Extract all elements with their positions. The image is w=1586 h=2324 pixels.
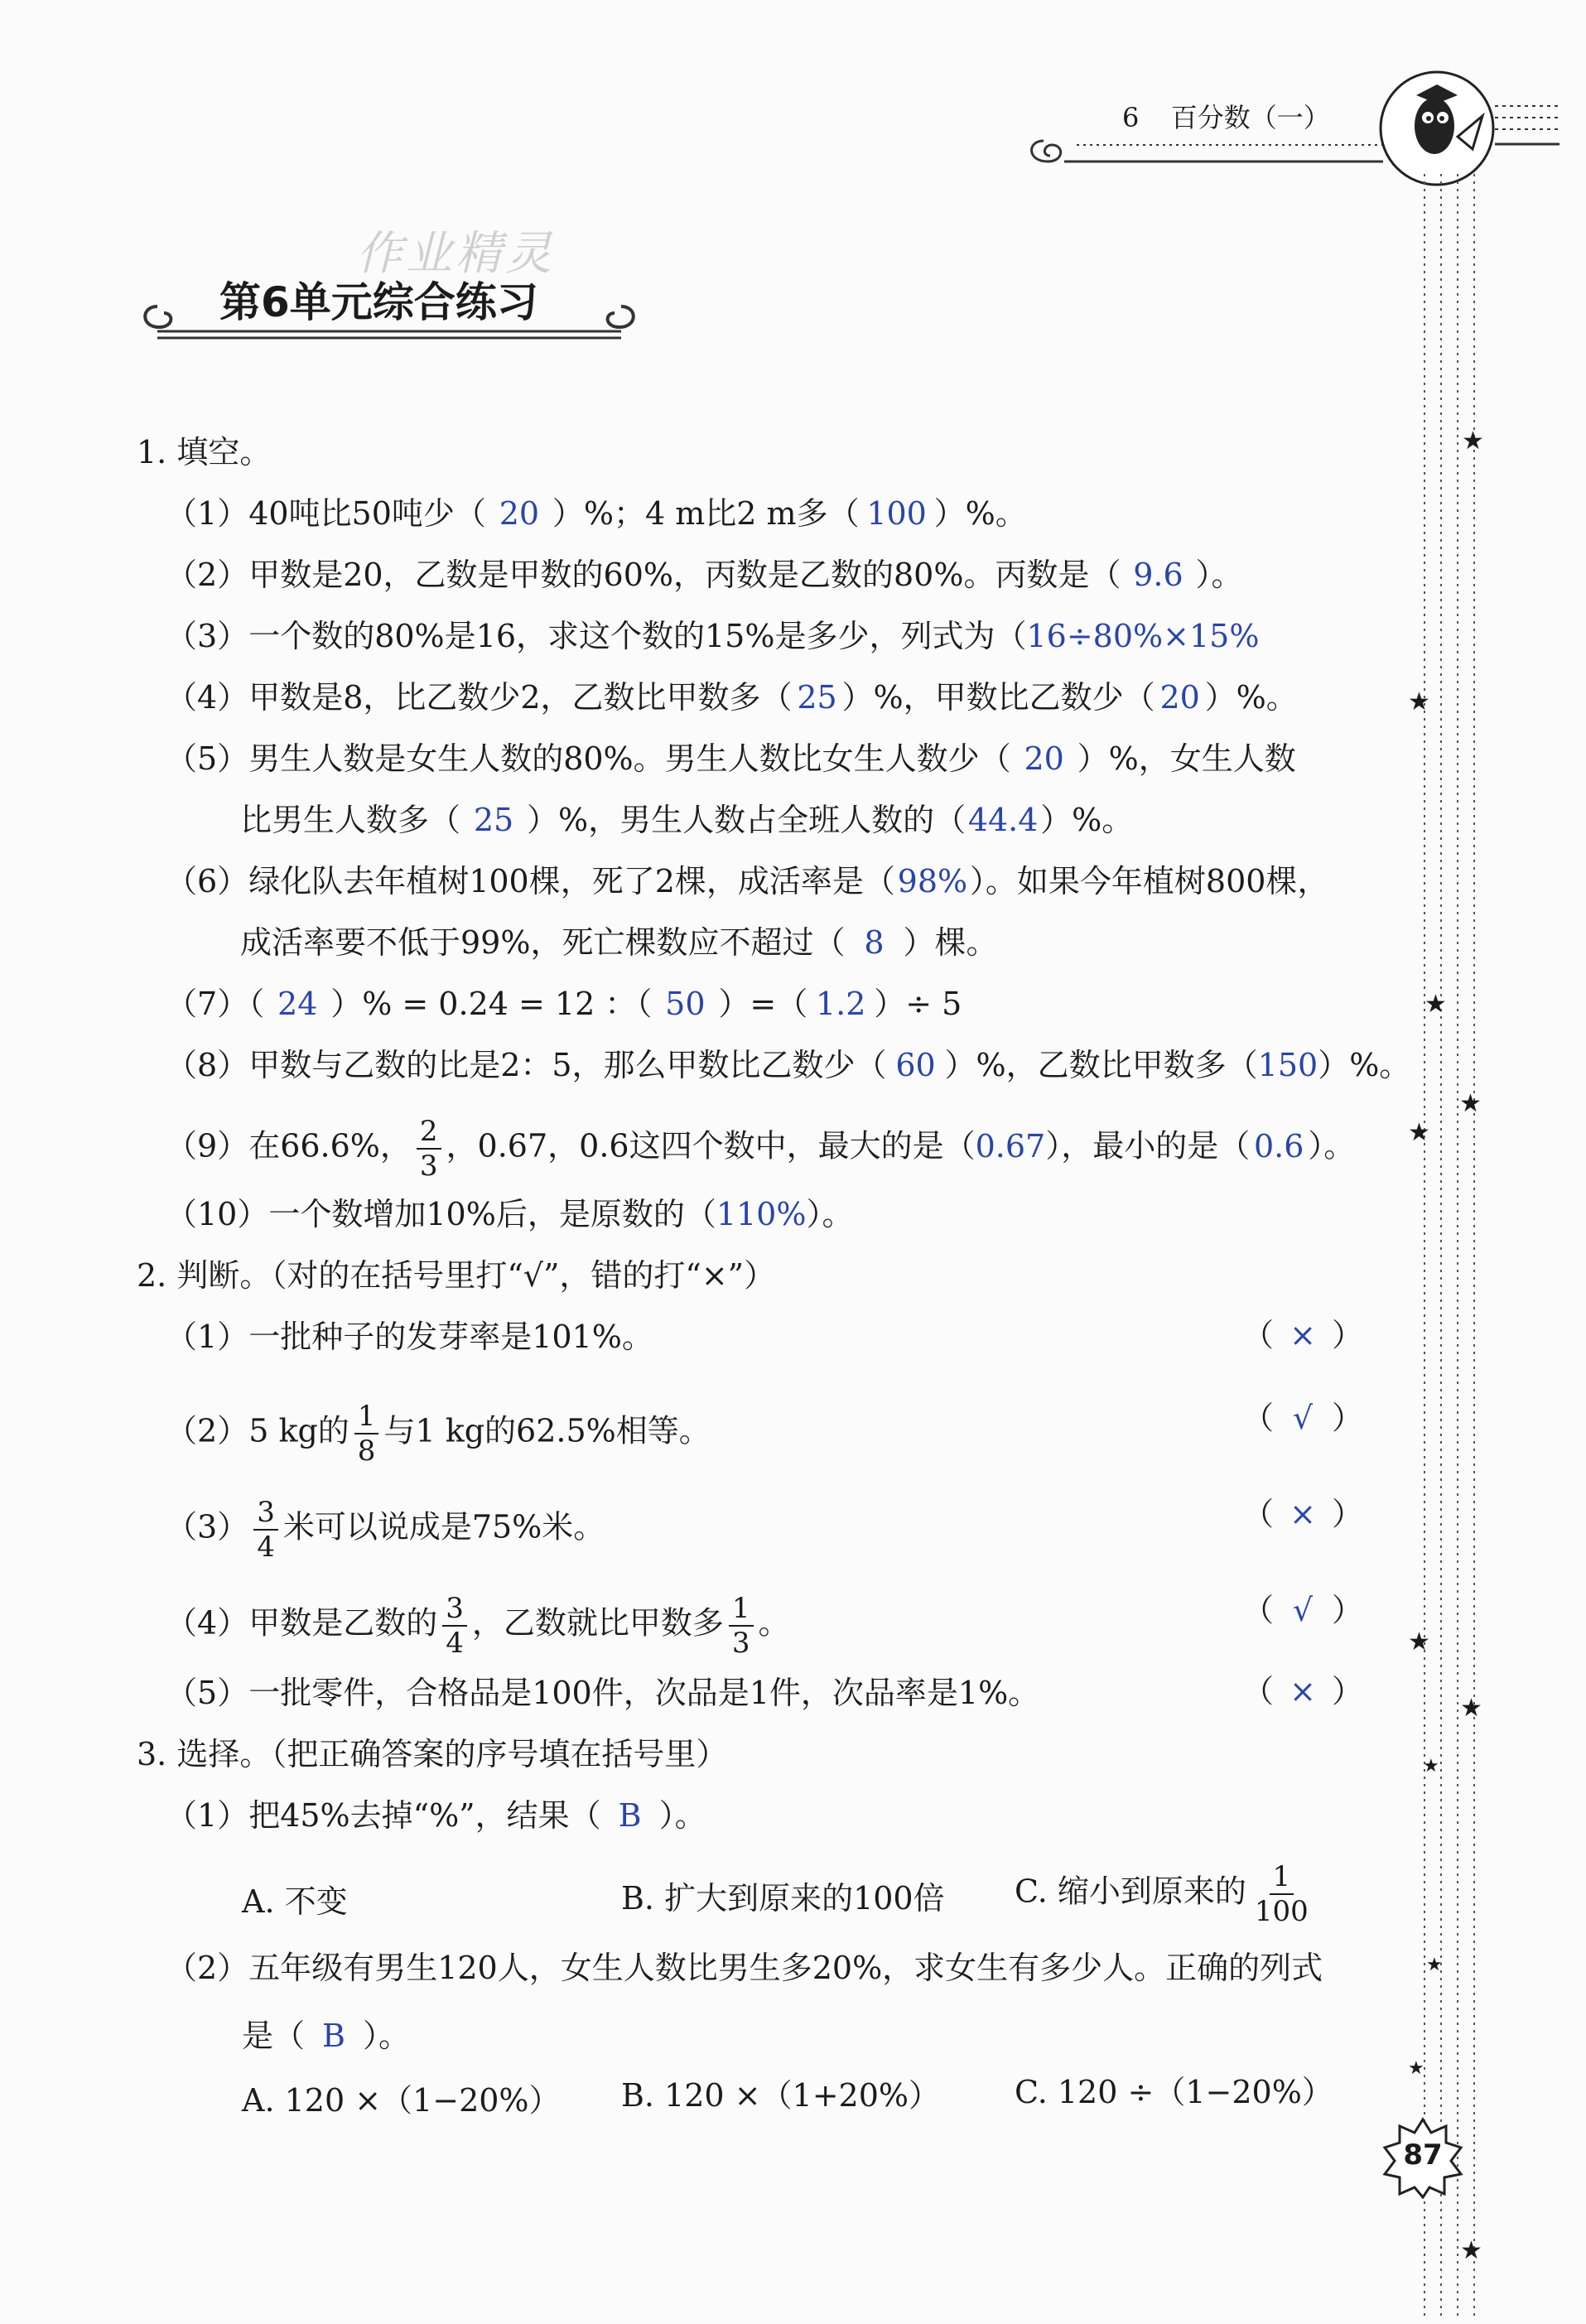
q1-heading: 1. 填空。 — [137, 434, 272, 470]
q2-heading: 2. 判断。（对的在括号里打“√”，错的打“×”） — [137, 1257, 776, 1294]
answer: 100 — [866, 495, 927, 532]
answer: 24 — [277, 986, 318, 1022]
answer: B — [322, 2018, 345, 2054]
q1-item-5: （5）男生人数是女生人数的80%。男生人数比女生人数少（ 20 ）%，女生人数 — [166, 740, 1296, 777]
header-dash-lines — [1495, 99, 1561, 166]
q1-item-9: （9）在66.6%， $\frac{2}{3}$ ，0.67，0.6这四个数中，最大的是（0.67），最小的是（ 0.6 ）。 — [166, 1115, 1356, 1183]
answer: 0.6 — [1254, 1127, 1304, 1164]
fraction: $\frac{3}{4}$ — [253, 1496, 278, 1564]
q1-item-8: （8）甲数与乙数的比是2：5，那么甲数比乙数少（ 60 ）%，乙数比甲数多（150）%。 — [166, 1047, 1411, 1083]
q2-answer-5: （ × ） — [1242, 1673, 1364, 1709]
watermark: 作业精灵 — [356, 227, 555, 281]
star-icon: ★ — [1408, 687, 1430, 716]
answer: 98% — [897, 863, 968, 899]
chapter-number: 6 — [1122, 102, 1140, 133]
star-icon: ★ — [1462, 427, 1484, 456]
q3-item-1-option-c: C. 缩小到原来的 $\frac{1}{100}$ — [1015, 1860, 1317, 1928]
q2-item-1: （1）一批种子的发芽率是101%。 — [166, 1319, 653, 1355]
answer: 8 — [864, 924, 885, 961]
star-icon: ★ — [1408, 2058, 1425, 2079]
answer: 1.2 — [815, 986, 866, 1022]
answer: 20 — [499, 495, 540, 532]
q2-item-3: （3） $\frac{3}{4}$ 米可以说成是75%米。 — [166, 1496, 605, 1564]
answer: 9.6 — [1133, 557, 1183, 593]
answer: 44.4 — [967, 802, 1039, 838]
q3-item-2-option-a: A. 120 ×（1−20%） — [242, 2082, 561, 2119]
q3-item-2-line2: 是（ B ）。 — [242, 2018, 411, 2054]
q2-answer-4: （ √ ） — [1242, 1592, 1364, 1628]
answer: 150 — [1257, 1047, 1318, 1083]
chapter-header — [1122, 101, 1330, 134]
q3-item-2-option-c: C. 120 ÷（1−20%） — [1015, 2074, 1333, 2110]
q3-item-1-option-b: B. 扩大到原来的100倍 — [621, 1880, 945, 1917]
q1-item-3: （3）一个数的80%是16，求这个数的15%是多少，列式为（16÷80%×15% — [166, 618, 1260, 654]
q3-item-1: （1）把45%去掉“%”，结果（ B ）。 — [166, 1797, 706, 1834]
star-icon: ★ — [1425, 990, 1447, 1019]
answer: 0.67 — [975, 1127, 1046, 1164]
answer: 110% — [716, 1196, 807, 1232]
answer: 16÷80%×15% — [1026, 618, 1260, 654]
q2-answer-3: （ × ） — [1242, 1496, 1364, 1532]
star-icon: ★ — [1426, 1955, 1443, 1975]
star-icon: ★ — [1423, 1756, 1439, 1777]
answer: 20 — [1159, 679, 1200, 716]
answer: 60 — [895, 1047, 936, 1083]
q1-item-5-line2: 比男生人数多（ 25 ）%，男生人数占全班人数的（44.4）%。 — [240, 802, 1134, 838]
answer: 50 — [665, 986, 706, 1022]
mascot-icon — [1375, 66, 1499, 190]
q2-answer-2: （ √ ） — [1242, 1400, 1364, 1436]
fraction: $\frac{1}{3}$ — [729, 1592, 754, 1660]
right-dotted-lines — [1408, 174, 1491, 2319]
section-title: 第6单元综合练习 — [219, 278, 538, 326]
q1-item-1: （1）40吨比50吨少（ 20 ）%；4 m比2 m多（ 100 ）%。 — [166, 495, 1027, 532]
chapter-title: 百分数（一） — [1170, 102, 1330, 133]
star-icon: ★ — [1460, 2236, 1482, 2265]
q1-item-6-line2: 成活率要不低于99%，死亡棵数应不超过（ 8 ）棵。 — [240, 924, 998, 961]
q2-item-4: （4）甲数是乙数的 $\frac{3}{4}$ ，乙数就比甲数多 $\frac{1}{3}$ 。 — [166, 1592, 790, 1660]
q3-item-1-option-a: A. 不变 — [242, 1883, 348, 1920]
q1-item-2: （2）甲数是20，乙数是甲数的60%，丙数是乙数的80%。丙数是（ 9.6 ）。 — [166, 557, 1243, 593]
q1-item-10: （10）一个数增加10%后，是原数的（110%）。 — [166, 1196, 854, 1232]
q3-item-2: （2）五年级有男生120人，女生人数比男生多20%，求女生有多少人。正确的列式 — [166, 1950, 1323, 1986]
star-icon: ★ — [1408, 1118, 1430, 1147]
star-icon: ★ — [1408, 1627, 1430, 1656]
answer: 25 — [797, 679, 837, 716]
fraction: $\frac{3}{4}$ — [442, 1592, 467, 1660]
q2-item-2: （2）5 kg的 $\frac{1}{8}$ 与1 kg的62.5%相等。 — [166, 1400, 711, 1468]
q3-item-2-option-b: B. 120 ×（1+20%） — [621, 2077, 941, 2114]
q3-heading: 3. 选择。（把正确答案的序号填在括号里） — [137, 1736, 728, 1772]
fraction: $\frac{2}{3}$ — [417, 1115, 441, 1183]
q2-item-5: （5）一批零件，合格品是100件，次品是1件，次品率是1%。 — [166, 1675, 1040, 1711]
q1-item-7: （7）（ 24 ）% = 0.24 = 12 ：（ 50 ）=（ 1.2 ）÷ 5 — [166, 986, 962, 1022]
answer: 25 — [473, 802, 514, 838]
star-icon: ★ — [1460, 1694, 1482, 1723]
q1-item-6: （6）绿化队去年植树100棵，死了2棵，成活率是（98%）。如果今年植树800棵， — [166, 863, 1329, 899]
q2-answer-1: （ × ） — [1242, 1317, 1364, 1353]
fraction: $\frac{1}{100}$ — [1254, 1860, 1309, 1928]
star-icon: ★ — [1459, 1089, 1482, 1118]
fraction: $\frac{1}{8}$ — [354, 1400, 379, 1468]
answer: 20 — [1024, 740, 1064, 777]
page-number: 87 — [1403, 2138, 1443, 2172]
q1-item-4: （4）甲数是8，比乙数少2，乙数比甲数多（ 25 ）%，甲数比乙数少（ 20 ）%。 — [166, 679, 1298, 716]
answer: B — [618, 1797, 642, 1834]
